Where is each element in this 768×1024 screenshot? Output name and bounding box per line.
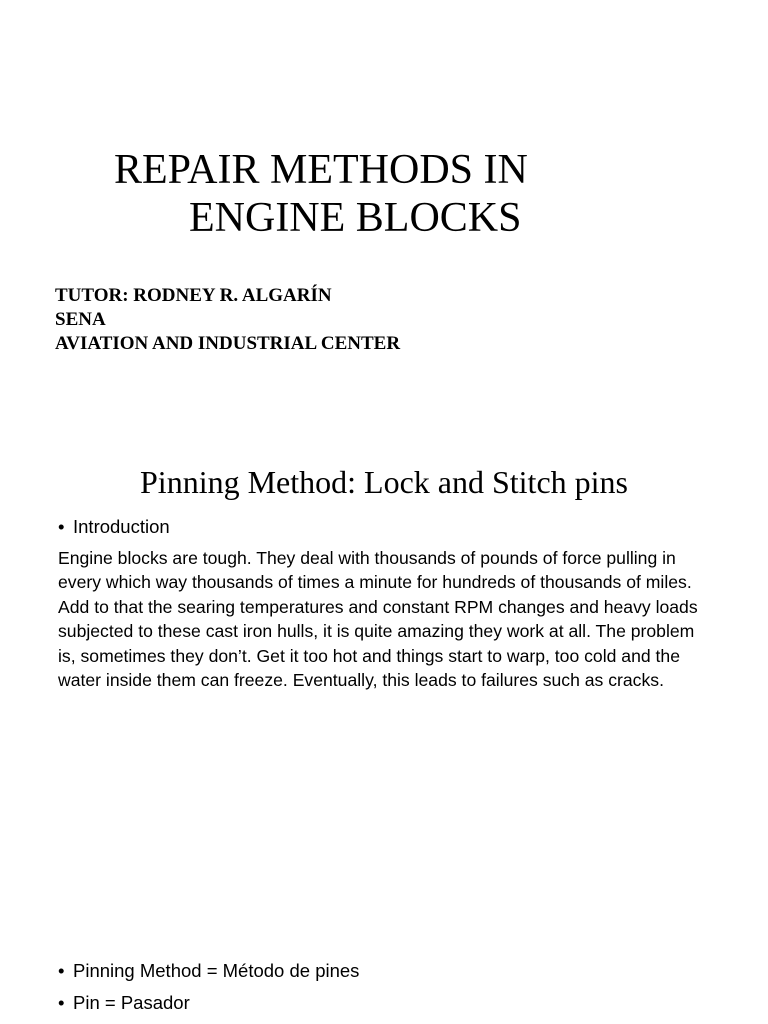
- bullet-marker: •: [58, 960, 65, 981]
- glossary-item: [58, 990, 190, 1016]
- document-title: [0, 146, 768, 242]
- center-name: AVIATION AND INDUSTRIAL CENTER: [55, 333, 401, 354]
- bullet-marker: •: [58, 516, 65, 537]
- introduction-paragraph: Engine blocks are tough. They deal with thousands of pounds of force pulling in every which way thousands of times a minute for hundreds of thousands of miles. Add to that the searing temperatures and constant RPM changes and heavy loads subjected to these cast iron hulls, it is quite amazing they work at all. The problem is, sometimes they don’t. Get it too hot and things start to warp, too cold and the water inside them can freeze. Eventually, this leads to failures such as cracks.: [58, 548, 698, 691]
- bullet-introduction: [58, 514, 170, 540]
- section-heading: Pinning Method: Lock and Stitch pins: [140, 464, 628, 500]
- bullet-label: Introduction: [73, 516, 170, 537]
- organization-name: SENA: [55, 309, 106, 330]
- glossary-text: Pinning Method = Método de pines: [73, 960, 360, 981]
- tutor-name: TUTOR: RODNEY R. ALGARÍN: [55, 285, 332, 306]
- credits-block: [55, 284, 400, 356]
- title-line-1: REPAIR METHODS IN: [114, 147, 528, 193]
- bullet-marker: •: [58, 992, 65, 1013]
- title-line-2: ENGINE BLOCKS: [189, 195, 522, 241]
- glossary-item: [58, 958, 359, 984]
- glossary-text: Pin = Pasador: [73, 992, 190, 1013]
